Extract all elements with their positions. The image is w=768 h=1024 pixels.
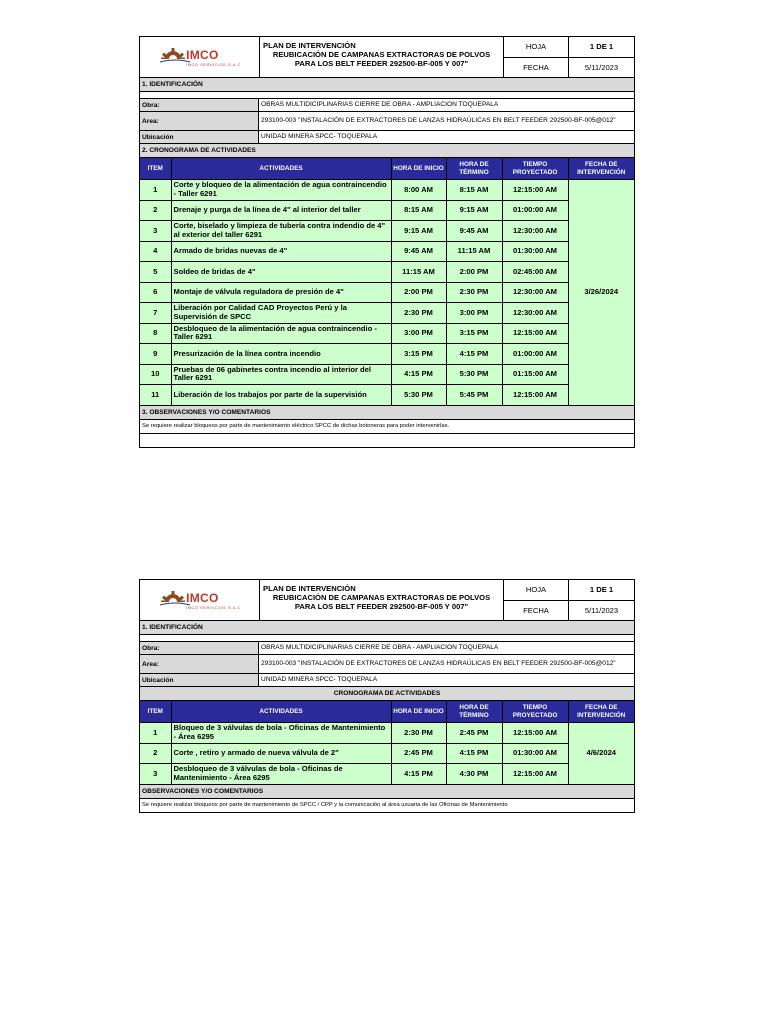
row-item: 10	[140, 364, 171, 385]
fecha-intervencion-cell: 4/6/2024	[568, 723, 634, 785]
row-actividad: Desbloqueo de 3 válvulas de bola - Oficinas de Mantenimiento - Área 6295	[171, 764, 391, 785]
fecha-value: 5/11/2023	[584, 62, 619, 72]
header-item: ITEM	[140, 158, 171, 180]
row-actividad: Montaje de válvula reguladora de presión de 4"	[171, 282, 391, 303]
title-line-2: REUBICACIÓN DE CAMPANAS EXTRACTORAS DE POLVOS	[272, 593, 491, 602]
fecha-value: 5/11/2023	[584, 605, 619, 615]
row-item: 6	[140, 282, 171, 303]
area-value: 293100-003 "INSTALACIÓN DE EXTRACTORES DE LANZAS HIDRAÚLICAS EN BELT FEEDER 292500-BF-005@012"	[261, 117, 616, 124]
table-row	[140, 180, 634, 201]
row-actividad: Bloqueo de 3 válvulas de bola - Oficinas de Mantenimiento - Área 6295	[171, 723, 391, 744]
row-tiempo: 12:30:00 AM	[502, 282, 568, 303]
row-hora-inicio: 11:15 AM	[391, 262, 446, 283]
table-row	[140, 385, 634, 406]
row-actividad: Presurización de la línea contra incendio	[171, 344, 391, 365]
table-row	[140, 282, 634, 303]
header-tiempo-proyectado: TIEMPO PROYECTADO	[502, 158, 568, 180]
observaciones-blank-row	[140, 434, 634, 447]
table-row	[140, 323, 634, 344]
row-hora-inicio: 2:30 PM	[391, 723, 446, 744]
logo-subtitle: IMCO SERVICIOS S.A.C	[186, 604, 241, 610]
title-line-2: REUBICACIÓN DE CAMPANAS EXTRACTORAS DE POLVOS	[272, 50, 491, 59]
section-cronograma: 2. CRONOGRAMA DE ACTIVIDADES	[140, 144, 634, 158]
sheet-header	[140, 580, 634, 621]
intervention-plan-sheet-2	[139, 579, 635, 813]
fecha-label: FECHA	[504, 58, 569, 78]
row-actividad: Liberación de los trabajos por parte de la supervisión	[171, 385, 391, 406]
row-hora-inicio: 2:30 PM	[391, 303, 446, 324]
hoja-value: 1 DE 1	[589, 585, 614, 595]
row-hora-termino: 4:30 PM	[446, 764, 502, 785]
row-hora-inicio: 5:30 PM	[391, 385, 446, 406]
table-row	[140, 303, 634, 324]
row-item: 8	[140, 323, 171, 344]
row-hora-inicio: 9:45 AM	[391, 241, 446, 262]
table-row	[140, 262, 634, 283]
spacer	[140, 92, 634, 99]
table-row	[140, 364, 634, 385]
row-tiempo: 01:30:00 AM	[502, 743, 568, 764]
title-line-3: PARA LOS BELT FEEDER 292500-BF-005 Y 007"	[294, 59, 469, 68]
section-observaciones: 3. OBSERVACIONES Y/O COMENTARIOS	[140, 406, 634, 420]
header-actividades: ACTIVIDADES	[171, 701, 391, 723]
row-hora-termino: 3:15 PM	[446, 323, 502, 344]
row-tiempo: 01:00:00 AM	[502, 344, 568, 365]
row-tiempo: 12:15:00 AM	[502, 180, 568, 201]
section-identificacion: 1. IDENTIFICACIÓN	[140, 78, 634, 92]
row-tiempo: 12:30:00 AM	[502, 221, 568, 242]
hoja-label: HOJA	[504, 580, 569, 600]
ubicacion-row	[140, 674, 634, 687]
row-item: 1	[140, 723, 171, 744]
section-cronograma: CRONOGRAMA DE ACTIVIDADES	[140, 687, 634, 701]
row-hora-inicio: 4:15 PM	[391, 364, 446, 385]
row-actividad: Drenaje y purga de la línea de 4" al interior del taller	[171, 200, 391, 221]
row-item: 2	[140, 200, 171, 221]
table-row	[140, 221, 634, 242]
row-hora-termino: 9:45 AM	[446, 221, 502, 242]
row-item: 9	[140, 344, 171, 365]
row-hora-inicio: 3:15 PM	[391, 344, 446, 365]
row-item: 3	[140, 221, 171, 242]
row-hora-termino: 11:15 AM	[446, 241, 502, 262]
row-hora-inicio: 8:00 AM	[391, 180, 446, 201]
ubicacion-value: UNIDAD MINERA SPCC- TOQUEPALA	[261, 133, 378, 140]
obra-label: Obra:	[140, 642, 259, 654]
fecha-label: FECHA	[504, 601, 569, 621]
row-hora-termino: 3:00 PM	[446, 303, 502, 324]
row-hora-termino: 5:45 PM	[446, 385, 502, 406]
row-hora-inicio: 8:15 AM	[391, 200, 446, 221]
document-title	[260, 580, 504, 620]
header-fecha-intervencion: FECHA DE INTERVENCIÓN	[568, 158, 634, 180]
area-row	[140, 112, 634, 131]
table-row	[140, 723, 634, 744]
area-value: 293100-003 "INSTALACIÓN DE EXTRACTORES DE LANZAS HIDRAÚLICAS EN BELT FEEDER 292500-BF-005@012"	[261, 660, 616, 667]
table-row	[140, 344, 634, 365]
company-logo	[140, 37, 260, 77]
table-row	[140, 743, 634, 764]
row-item: 1	[140, 180, 171, 201]
area-row	[140, 655, 634, 674]
row-hora-inicio: 2:00 PM	[391, 282, 446, 303]
obra-row	[140, 642, 634, 655]
title-line-1: PLAN DE INTERVENCIÓN	[263, 41, 356, 50]
ubicacion-label: Ubicación	[140, 131, 259, 143]
intervention-plan-sheet-1	[139, 36, 635, 448]
company-logo	[140, 580, 260, 620]
row-tiempo: 02:45:00 AM	[502, 262, 568, 283]
header-hora-inicio: HORA DE INICIO	[391, 158, 446, 180]
row-tiempo: 12:15:00 AM	[502, 385, 568, 406]
header-tiempo-proyectado: TIEMPO PROYECTADO	[502, 701, 568, 723]
header-hora-inicio: HORA DE INICIO	[391, 701, 446, 723]
row-item: 2	[140, 743, 171, 764]
row-tiempo: 12:15:00 AM	[502, 323, 568, 344]
logo-text: IMCO	[186, 47, 219, 62]
obra-value: OBRAS MULTIDICIPLINARIAS CIERRE DE OBRA - AMPLIACION TOQUEPALA	[261, 644, 499, 651]
row-hora-termino: 8:15 AM	[446, 180, 502, 201]
row-tiempo: 01:00:00 AM	[502, 200, 568, 221]
header-actividades: ACTIVIDADES	[171, 158, 391, 180]
row-item: 7	[140, 303, 171, 324]
logo-subtitle: IMCO SERVICIOS S.A.C	[186, 61, 241, 67]
row-actividad: Corte y bloqueo de la alimentación de agua contraincendio - Taller 6291	[171, 180, 391, 201]
row-hora-termino: 2:30 PM	[446, 282, 502, 303]
sheet-header	[140, 37, 634, 78]
hoja-label: HOJA	[504, 37, 569, 57]
row-hora-termino: 9:15 AM	[446, 200, 502, 221]
row-hora-termino: 2:00 PM	[446, 262, 502, 283]
activities-table	[140, 158, 634, 406]
row-actividad: Soldeo de bridas de 4"	[171, 262, 391, 283]
row-actividad: Corte, biselado y limpieza de tubería contra indendio de 4" al exterior del taller 6291	[171, 221, 391, 242]
row-tiempo: 12:30:00 AM	[502, 303, 568, 324]
table-row	[140, 764, 634, 785]
row-hora-inicio: 3:00 PM	[391, 323, 446, 344]
row-tiempo: 12:15:00 AM	[502, 723, 568, 744]
row-item: 5	[140, 262, 171, 283]
area-label: Area:	[140, 655, 259, 673]
row-actividad: Pruebas de 06 gabinetes contra incendio al interior del Taller 6291	[171, 364, 391, 385]
row-hora-termino: 4:15 PM	[446, 743, 502, 764]
observaciones-text: Se requiere realizar bloqueos por parte de mantenimiento eléctrico SPCC de dichas botoneras para poder intervenirlas.	[140, 420, 634, 434]
ubicacion-label: Ubicación	[140, 674, 259, 686]
obra-label: Obra:	[140, 99, 259, 111]
row-hora-inicio: 4:15 PM	[391, 764, 446, 785]
row-hora-termino: 5:30 PM	[446, 364, 502, 385]
row-actividad: Armado de bridas nuevas de 4"	[171, 241, 391, 262]
row-item: 4	[140, 241, 171, 262]
observaciones-text: Se requiere realizar bloqueos por parte de mantenimiento de SPCC / CPP y la comunicación al área usuaria de las Oficinas de Mantenimiento	[142, 801, 508, 808]
row-actividad: Desbloqueo de la alimentación de agua contraincendio - Taller 6291	[171, 323, 391, 344]
ubicacion-value: UNIDAD MINERA SPCC- TOQUEPALA	[261, 676, 378, 683]
row-actividad: Corte , retiro y armado de nueva válvula de 2"	[171, 743, 391, 764]
section-identificacion: 1. IDENTIFICACIÓN	[140, 621, 634, 635]
spacer	[140, 635, 634, 642]
header-item: ITEM	[140, 701, 171, 723]
header-hora-termino: HORA DE TÉRMINO	[446, 701, 502, 723]
row-actividad: Liberación por Calidad CAD Proyectos Perú y la Supervisión de SPCC	[171, 303, 391, 324]
table-row	[140, 241, 634, 262]
row-item: 11	[140, 385, 171, 406]
document-title	[260, 37, 504, 77]
row-hora-inicio: 2:45 PM	[391, 743, 446, 764]
row-item: 3	[140, 764, 171, 785]
area-label: Area:	[140, 112, 259, 130]
row-tiempo: 12:15:00 AM	[502, 764, 568, 785]
sheet-meta	[504, 37, 634, 77]
title-line-1: PLAN DE INTERVENCIÓN	[263, 584, 356, 593]
row-hora-termino: 4:15 PM	[446, 344, 502, 365]
row-hora-inicio: 9:15 AM	[391, 221, 446, 242]
sheet-meta	[504, 580, 634, 620]
fecha-intervencion-cell: 3/26/2024	[568, 180, 634, 406]
obra-row	[140, 99, 634, 112]
logo-text: IMCO	[186, 590, 219, 605]
activities-table	[140, 701, 634, 785]
header-hora-termino: HORA DE TÉRMINO	[446, 158, 502, 180]
ubicacion-row	[140, 131, 634, 144]
table-row	[140, 200, 634, 221]
row-tiempo: 01:30:00 AM	[502, 241, 568, 262]
row-tiempo: 01:15:00 AM	[502, 364, 568, 385]
obra-value: OBRAS MULTIDICIPLINARIAS CIERRE DE OBRA - AMPLIACION TOQUEPALA	[261, 101, 499, 108]
row-hora-termino: 2:45 PM	[446, 723, 502, 744]
section-observaciones: OBSERVACIONES Y/O COMENTARIOS	[140, 785, 634, 799]
hoja-value: 1 DE 1	[589, 42, 614, 52]
header-fecha-intervencion: FECHA DE INTERVENCIÓN	[568, 701, 634, 723]
title-line-3: PARA LOS BELT FEEDER 292500-BF-005 Y 007"	[294, 602, 469, 611]
